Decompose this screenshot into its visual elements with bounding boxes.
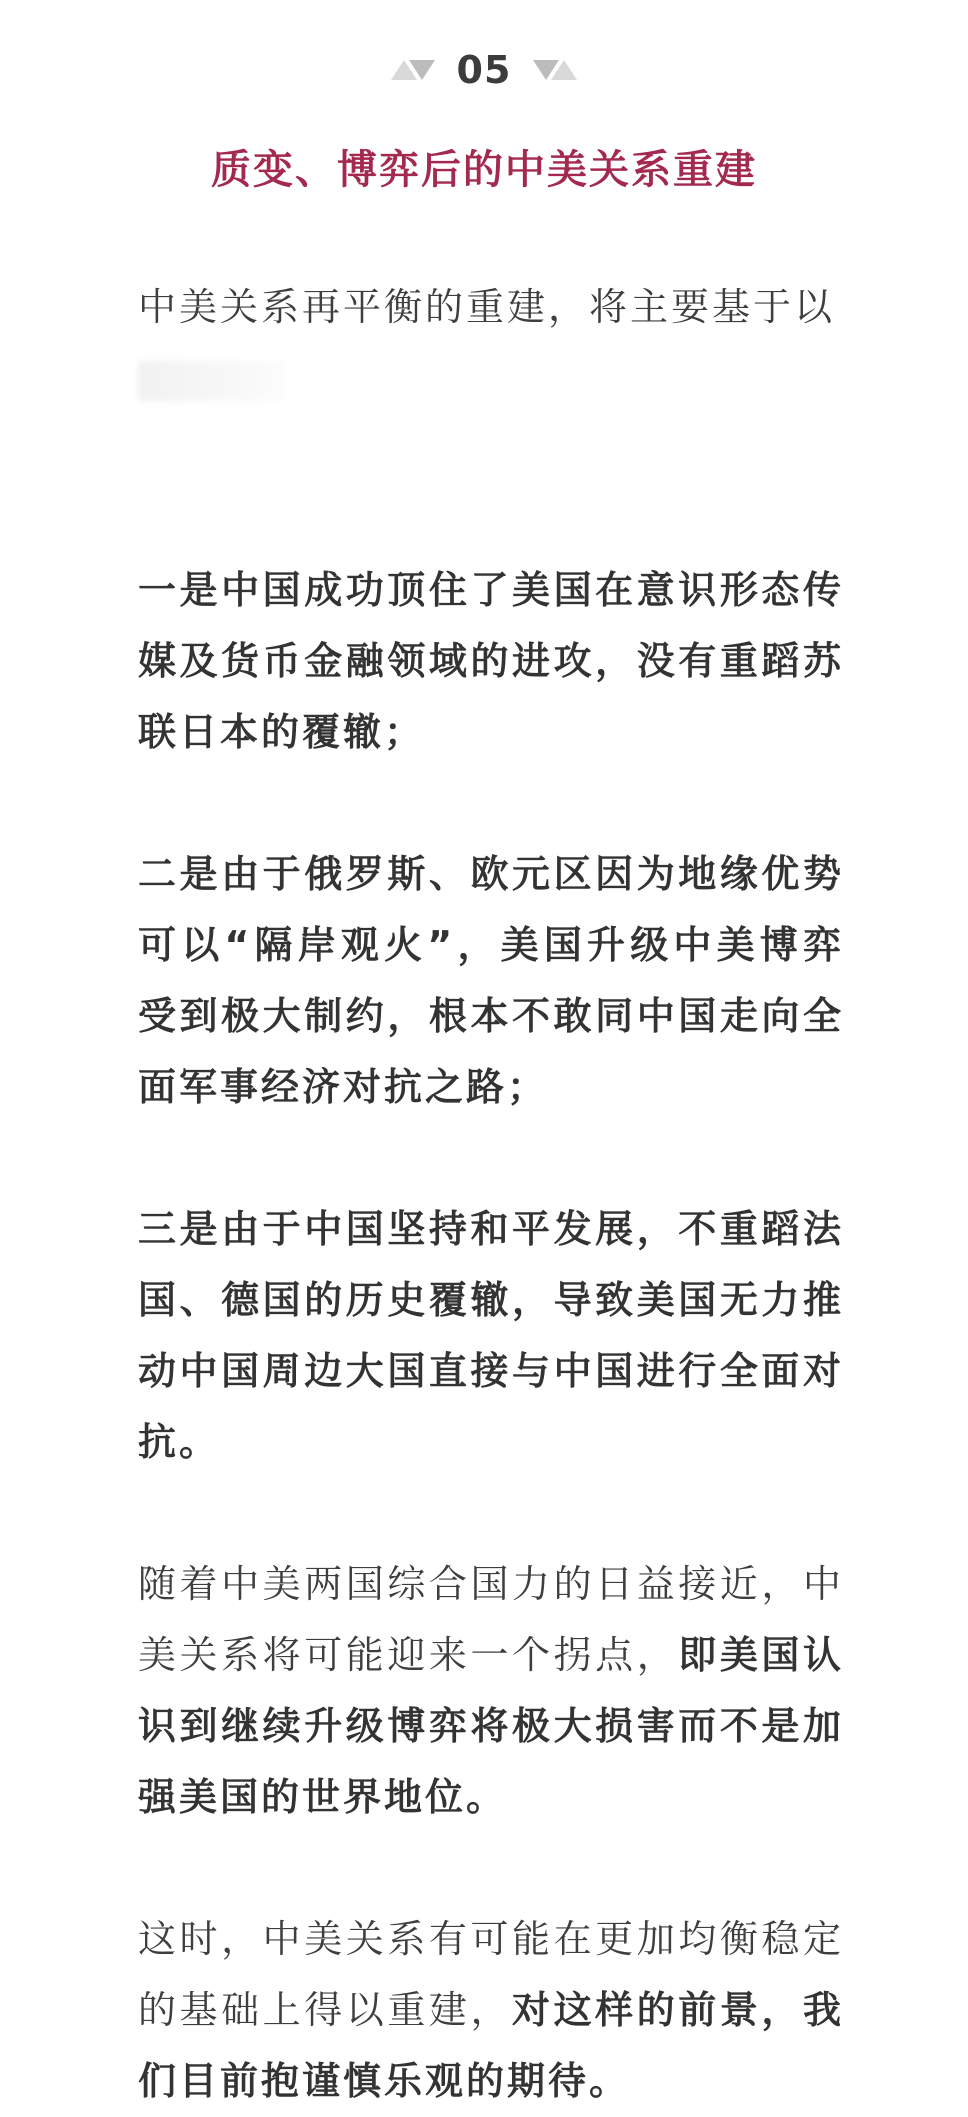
section-title: 质变、博弈后的中美关系重建	[211, 147, 757, 193]
blurred-text	[138, 361, 284, 401]
intro-paragraph	[138, 272, 844, 414]
outlook-paragraph	[138, 1904, 844, 2117]
point-two	[138, 839, 844, 1123]
point-two-text: 二是由于俄罗斯、欧元区因为地缘优势可以“隔岸观火”，美国升级中美博弈受到极大制约，根本不敢同中国走向全面军事经济对抗之路；	[138, 852, 844, 1109]
article-body	[138, 272, 844, 2117]
section-header	[0, 40, 968, 100]
outlook-bold-text: 对这样的前景，我们目前抱谨慎乐观的期待。	[138, 1988, 844, 2103]
left-ornament-icon	[391, 60, 435, 80]
intro-text: 中美关系再平衡的重建，将主要基于以	[138, 285, 836, 329]
trend-paragraph	[138, 1549, 844, 1833]
trend-bold-text: 即美国认识到继续升级博弈将极大损害而不是加强美国的世界地位。	[138, 1633, 844, 1819]
point-three	[138, 1194, 844, 1478]
point-one-text: 一是中国成功顶住了美国在意识形态传媒及货币金融领域的进攻，没有重蹈苏联日本的覆辙；	[138, 568, 844, 754]
outlook-text: 这时，中美关系有可能在更加均衡稳定的基础上得以重建，	[138, 1917, 844, 2032]
trend-text: 随着中美两国综合国力的日益接近，中美关系将可能迎来一个拐点，	[138, 1562, 844, 1677]
section-number: 05	[456, 48, 512, 92]
point-three-text: 三是由于中国坚持和平发展，不重蹈法国、德国的历史覆辙，导致美国无力推动中国周边大国直接与中国进行全面对抗。	[138, 1207, 844, 1464]
right-ornament-icon	[533, 60, 577, 80]
point-one	[138, 555, 844, 768]
